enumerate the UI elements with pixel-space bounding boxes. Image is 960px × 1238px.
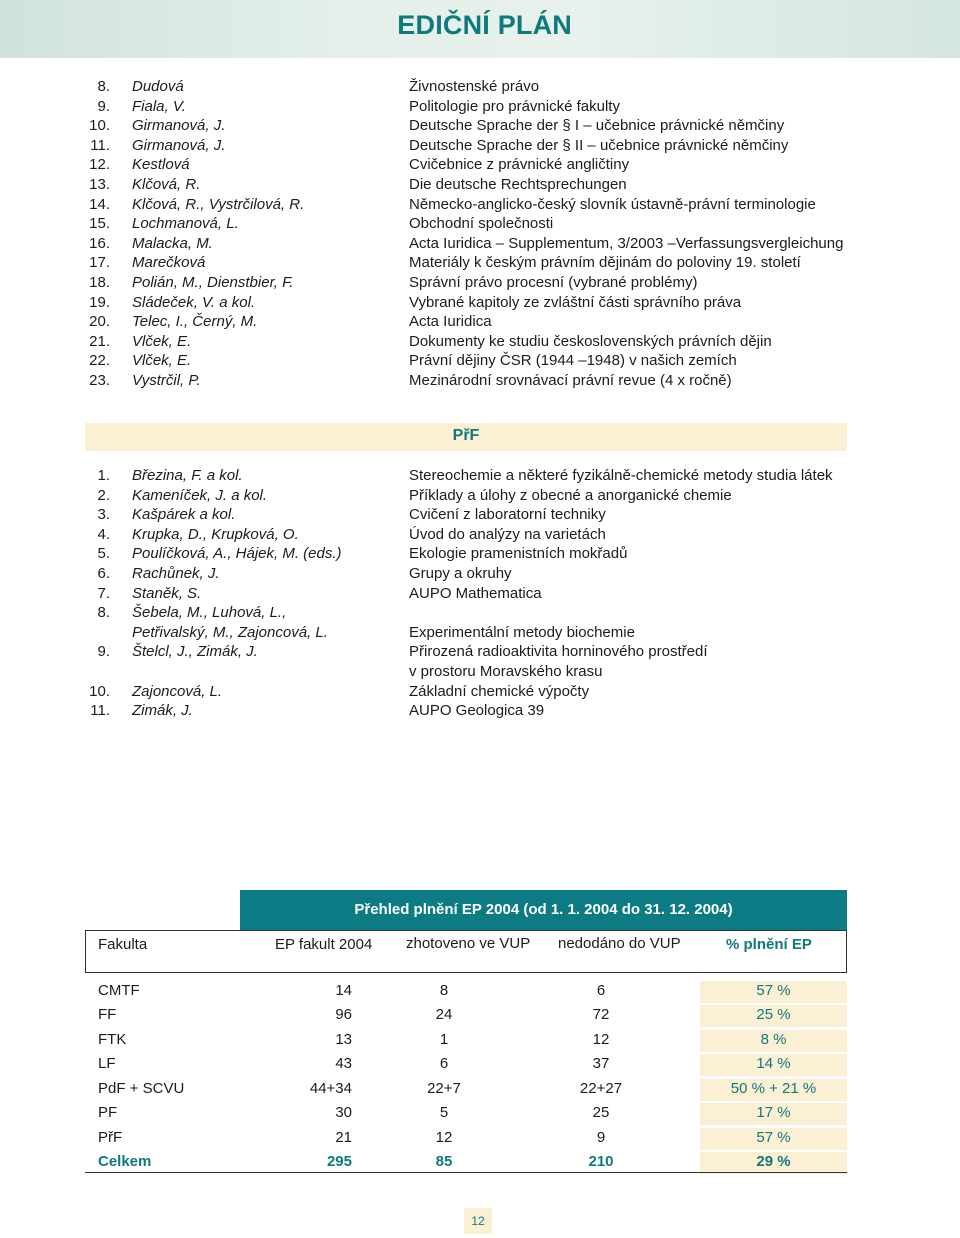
item-number: 5. bbox=[97, 545, 110, 563]
cell-ep: 96 bbox=[335, 1006, 352, 1023]
list-item bbox=[0, 701, 960, 721]
item-author: Marečková bbox=[132, 254, 206, 272]
item-title: Německo-anglicko-český slovník ústavně-právní terminologie bbox=[409, 195, 816, 213]
item-author: Šebela, M., Luhová, L., bbox=[132, 604, 287, 622]
item-number: 14. bbox=[89, 195, 110, 213]
page-title: EDIČNÍ PLÁN bbox=[397, 10, 572, 40]
cell-percent: 25 % bbox=[756, 1006, 791, 1023]
item-number: 1. bbox=[97, 467, 110, 484]
item-author: Staněk, S. bbox=[132, 584, 202, 602]
cell-done: 12 bbox=[435, 1129, 453, 1146]
item-title: Úvod do analýzy na varietách bbox=[409, 525, 606, 543]
item-title: Dokumenty ke studiu československých právních dějin bbox=[409, 332, 772, 350]
list-item bbox=[0, 155, 960, 175]
cell-undelivered: 6 bbox=[596, 982, 606, 999]
table-rule-bottom bbox=[85, 1172, 847, 1173]
item-author: Březina, F. a kol. bbox=[132, 467, 243, 484]
list-item bbox=[0, 351, 960, 371]
cell-undelivered: 22+27 bbox=[579, 1080, 623, 1097]
section-title: PřF bbox=[452, 427, 480, 444]
item-title: AUPO Mathematica bbox=[409, 584, 542, 602]
item-title: v prostoru Moravského krasu bbox=[409, 663, 603, 680]
col-header-ep: EP fakult 2004 bbox=[275, 936, 373, 953]
col-header-faculty: Fakulta bbox=[98, 936, 148, 953]
list-item bbox=[0, 525, 960, 545]
item-title: Příklady a úlohy z obecné a anorganické chemie bbox=[409, 486, 732, 504]
item-number: 23. bbox=[89, 372, 110, 389]
cell-faculty: FF bbox=[98, 1006, 117, 1023]
table-row bbox=[85, 1150, 847, 1174]
cell-faculty: PdF + SCVU bbox=[98, 1080, 185, 1097]
cell-faculty: PF bbox=[98, 1104, 118, 1121]
list-item bbox=[0, 195, 960, 215]
page-header bbox=[0, 0, 960, 58]
list-item bbox=[0, 97, 960, 117]
item-title: Materiály k českým právním dějinám do poloviny 19. století bbox=[409, 254, 801, 272]
item-title: Die deutsche Rechtsprechungen bbox=[409, 176, 627, 193]
table-rule-right bbox=[846, 930, 847, 972]
cell-ep: 295 bbox=[326, 1153, 352, 1170]
list-item bbox=[0, 505, 960, 525]
item-number: 16. bbox=[89, 234, 110, 252]
item-title: Správní právo procesní (vybrané problémy) bbox=[409, 274, 698, 291]
cell-ep: 21 bbox=[335, 1129, 352, 1146]
item-number: 6. bbox=[97, 565, 110, 582]
item-number: 8. bbox=[97, 78, 110, 95]
cell-undelivered: 72 bbox=[592, 1006, 610, 1023]
item-title: Vybrané kapitoly ze zvláštní části správního práva bbox=[409, 293, 742, 311]
cell-ep: 14 bbox=[335, 982, 352, 999]
item-author: Sládeček, V. a kol. bbox=[132, 293, 256, 311]
list-item bbox=[0, 253, 960, 273]
item-number: 20. bbox=[89, 313, 110, 331]
item-title: Živnostenské právo bbox=[409, 78, 540, 95]
item-number: 12. bbox=[89, 156, 110, 174]
item-number: 11. bbox=[90, 702, 110, 720]
item-title: AUPO Geologica 39 bbox=[409, 702, 545, 720]
item-author: Kameníček, J. a kol. bbox=[132, 486, 268, 504]
table-rule-left bbox=[85, 930, 86, 972]
cell-done: 8 bbox=[439, 982, 449, 999]
item-author: Poulíčková, A., Hájek, M. (eds.) bbox=[132, 545, 342, 563]
item-title: Cvičení z laboratorní techniky bbox=[409, 506, 606, 524]
item-title: Ekologie pramenistních mokřadů bbox=[409, 545, 628, 563]
item-author: Petřivalský, M., Zajoncová, L. bbox=[132, 623, 328, 641]
table-rule-header bbox=[85, 972, 847, 973]
list-item bbox=[0, 136, 960, 156]
item-number: 18. bbox=[89, 274, 110, 291]
cell-undelivered: 12 bbox=[592, 1031, 610, 1048]
item-author: Klčová, R., Vystrčilová, R. bbox=[132, 195, 305, 213]
cell-ep: 43 bbox=[335, 1055, 352, 1072]
item-number: 21. bbox=[89, 332, 110, 350]
item-number: 11. bbox=[90, 136, 110, 154]
item-number: 9. bbox=[97, 643, 110, 661]
table-row bbox=[85, 1101, 847, 1125]
cell-percent: 50 % + 21 % bbox=[730, 1080, 817, 1097]
list-item bbox=[0, 603, 960, 623]
list-item bbox=[0, 175, 960, 195]
item-author: Krupka, D., Krupková, O. bbox=[132, 525, 299, 543]
item-author: Zimák, J. bbox=[132, 702, 193, 720]
item-title: Deutsche Sprache der § II – učebnice právnické němčiny bbox=[409, 136, 789, 154]
list-item bbox=[0, 544, 960, 564]
item-number: 3. bbox=[97, 506, 110, 524]
item-title: Právní dějiny ČSR (1944 –1948) v našich zemích bbox=[409, 352, 737, 370]
item-author: Girmanová, J. bbox=[132, 136, 226, 154]
item-title: Přirozená radioaktivita horninového prostředí bbox=[409, 643, 708, 661]
item-title: Grupy a okruhy bbox=[409, 565, 512, 582]
item-author: Fiala, V. bbox=[132, 97, 186, 115]
cell-percent: 57 % bbox=[756, 1129, 791, 1146]
list-item bbox=[0, 77, 960, 97]
item-author: Kašpárek a kol. bbox=[132, 506, 236, 524]
item-title: Základní chemické výpočty bbox=[409, 682, 590, 700]
cell-percent: 29 % bbox=[756, 1153, 791, 1170]
cell-undelivered: 210 bbox=[588, 1153, 614, 1170]
item-author: Klčová, R. bbox=[132, 176, 201, 193]
col-header-undelivered: nedodáno do VUP bbox=[558, 935, 681, 952]
list-item bbox=[0, 466, 960, 486]
item-author: Lochmanová, L. bbox=[132, 215, 239, 233]
item-number: 19. bbox=[89, 293, 110, 311]
cell-undelivered: 37 bbox=[592, 1055, 610, 1072]
cell-ep: 13 bbox=[335, 1031, 352, 1048]
cell-percent: 57 % bbox=[756, 982, 791, 999]
list-item bbox=[0, 293, 960, 313]
cell-faculty: CMTF bbox=[98, 982, 140, 999]
table-row bbox=[85, 979, 847, 1003]
item-number: 10. bbox=[89, 117, 110, 135]
item-title: Stereochemie a některé fyzikálně-chemické metody studia látek bbox=[409, 467, 833, 484]
list-item bbox=[0, 642, 960, 662]
item-number: 10. bbox=[89, 682, 110, 700]
item-title: Experimentální metody biochemie bbox=[409, 623, 635, 641]
item-title: Acta Iuridica bbox=[409, 313, 492, 331]
page-number: 12 bbox=[464, 1208, 492, 1234]
list-item bbox=[0, 312, 960, 332]
list-item bbox=[0, 662, 960, 682]
item-title: Obchodní společnosti bbox=[409, 215, 554, 233]
col-header-done: zhotoveno ve VUP bbox=[406, 935, 531, 952]
cell-percent: 17 % bbox=[756, 1104, 791, 1121]
list-item bbox=[0, 371, 960, 391]
cell-faculty: LF bbox=[98, 1055, 116, 1072]
item-number: 7. bbox=[97, 584, 110, 602]
cell-percent: 14 % bbox=[756, 1055, 791, 1072]
item-author: Kestlová bbox=[132, 156, 190, 174]
cell-ep: 30 bbox=[335, 1104, 352, 1121]
item-title: Deutsche Sprache der § I – učebnice právnické němčiny bbox=[409, 117, 785, 135]
cell-undelivered: 25 bbox=[592, 1104, 610, 1121]
cell-done: 85 bbox=[435, 1153, 453, 1170]
section-bar-prf bbox=[85, 423, 847, 451]
cell-faculty: PřF bbox=[98, 1129, 123, 1146]
table-row bbox=[85, 1052, 847, 1076]
list-item bbox=[0, 486, 960, 506]
cell-done: 6 bbox=[439, 1055, 449, 1072]
cell-percent: 8 % bbox=[760, 1031, 787, 1048]
cell-undelivered: 9 bbox=[596, 1129, 606, 1146]
cell-done: 22+7 bbox=[427, 1080, 461, 1097]
item-title: Mezinárodní srovnávací právní revue (4 x ročně) bbox=[409, 372, 732, 389]
item-number: 17. bbox=[89, 254, 110, 272]
list-item bbox=[0, 584, 960, 604]
cell-done: 5 bbox=[439, 1104, 449, 1121]
list-item bbox=[0, 234, 960, 254]
list-item bbox=[0, 116, 960, 136]
item-number: 22. bbox=[89, 352, 110, 370]
item-title: Politologie pro právnické fakulty bbox=[409, 97, 620, 115]
item-author: Girmanová, J. bbox=[132, 117, 226, 135]
item-author: Dudová bbox=[132, 78, 184, 95]
item-author: Telec, I., Černý, M. bbox=[132, 313, 258, 331]
table-rule-top bbox=[85, 930, 847, 931]
item-author: Polián, M., Dienstbier, F. bbox=[132, 274, 294, 291]
cell-faculty: FTK bbox=[98, 1031, 127, 1048]
col-header-percent: % plnění EP bbox=[726, 936, 812, 953]
list-item bbox=[0, 332, 960, 352]
item-number: 2. bbox=[97, 486, 110, 504]
item-title: Acta Iuridica – Supplementum, 3/2003 –Verfassungsvergleichung bbox=[409, 234, 844, 252]
item-author: Rachůnek, J. bbox=[132, 565, 220, 582]
item-author: Vlček, E. bbox=[132, 352, 192, 370]
item-author: Vystrčil, P. bbox=[132, 372, 201, 389]
cell-faculty: Celkem bbox=[98, 1153, 152, 1170]
item-author: Vlček, E. bbox=[132, 332, 192, 350]
table-title: Přehled plnění EP 2004 (od 1. 1. 2004 do 31. 12. 2004) bbox=[240, 890, 847, 930]
item-author: Malacka, M. bbox=[132, 234, 213, 252]
cell-ep: 44+34 bbox=[309, 1080, 352, 1097]
list-item bbox=[0, 682, 960, 702]
cell-done: 24 bbox=[435, 1006, 453, 1023]
table-row bbox=[85, 1003, 847, 1027]
cell-done: 1 bbox=[439, 1031, 449, 1048]
table-row bbox=[85, 1077, 847, 1101]
item-number: 8. bbox=[97, 604, 110, 622]
item-author: Zajoncová, L. bbox=[132, 682, 223, 700]
list-item bbox=[0, 623, 960, 643]
item-title: Cvičebnice z právnické angličtiny bbox=[409, 156, 630, 174]
item-number: 13. bbox=[89, 176, 110, 193]
table-row bbox=[85, 1028, 847, 1052]
item-number: 9. bbox=[97, 97, 110, 115]
item-number: 4. bbox=[97, 525, 110, 543]
list-item bbox=[0, 214, 960, 234]
item-author: Štelcl, J., Zimák, J. bbox=[132, 643, 258, 661]
item-number: 15. bbox=[89, 215, 110, 233]
table-row bbox=[85, 1126, 847, 1150]
list-item bbox=[0, 564, 960, 584]
list-item bbox=[0, 273, 960, 293]
